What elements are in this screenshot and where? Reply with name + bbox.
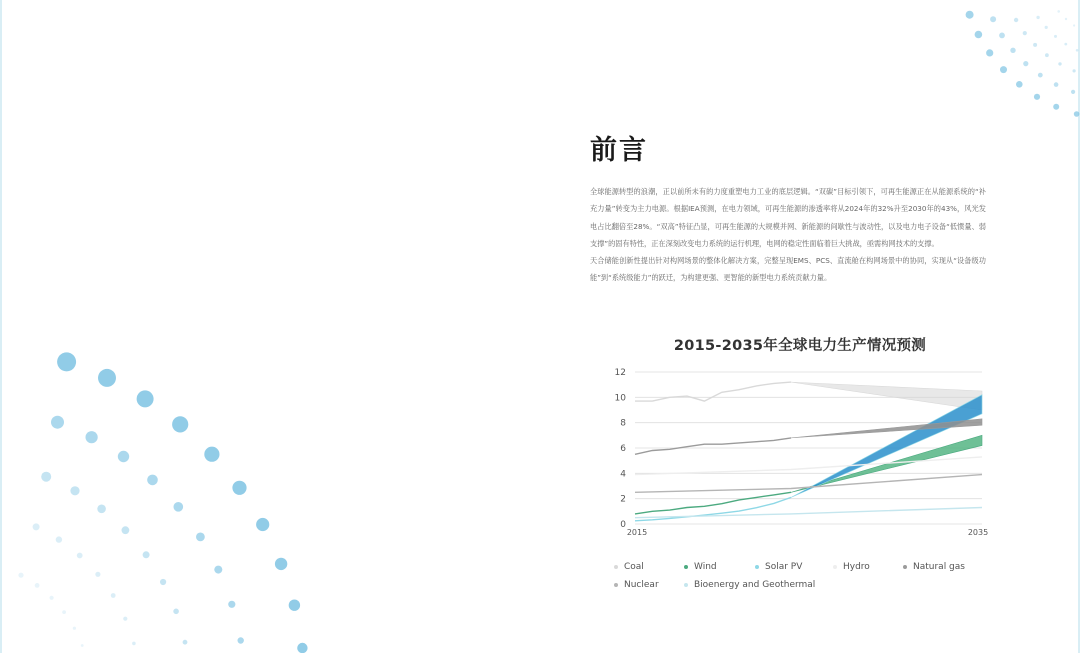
legend-item-wind	[684, 562, 717, 572]
y-tick-label: 0	[620, 520, 626, 530]
series-line-hydro	[635, 457, 982, 475]
legend-label: Nuclear	[624, 580, 659, 590]
legend-marker	[755, 565, 759, 569]
legend-marker	[903, 565, 907, 569]
legend-item-hydro	[833, 562, 870, 572]
projection-band-natural-gas	[791, 419, 982, 438]
legend-label: Solar PV	[765, 562, 803, 572]
legend-marker	[684, 583, 688, 587]
legend-item-coal	[614, 562, 644, 572]
legend-item-nuclear	[614, 580, 659, 590]
legend-label: Bioenergy and Geothermal	[694, 580, 816, 590]
y-tick-label: 4	[620, 469, 626, 480]
legend-marker	[614, 583, 618, 587]
series-line-bioenergy-and-geothermal	[635, 508, 982, 518]
legend-label: Hydro	[843, 562, 870, 572]
series-line-coal	[635, 382, 791, 401]
legend-label: Coal	[624, 562, 644, 572]
legend-marker	[684, 565, 688, 569]
preface-paragraph-2: 天合储能创新性提出针对构网场景的整体化解决方案，完整呈现EMS、PCS、直流舱在构网场景中的协同，实现从“设备级功能”到“系统级能力”的跃迁，为构建更强、更智能的新型电力系统贡献力量。	[590, 256, 986, 283]
y-tick-label: 2	[620, 494, 626, 505]
projection-band-coal	[791, 382, 982, 410]
y-tick-label: 6	[620, 444, 626, 454]
x-tick-label: 2035	[967, 528, 989, 537]
legend-marker	[614, 565, 618, 569]
page-title: 前言	[590, 135, 648, 166]
preface-paragraph-1: 全球能源转型的浪潮，正以前所未有的力度重塑电力工业的底层逻辑。“双碳”目标引领下，可再生能源正在从能源系统的“补充力量”转变为主力电源。根据IEA预测，在电力领域，可再生能源的渗透率将从2024年的32%升至2030年的43%，风光发电占比翻倍至28%。“双高”特征凸显，可再生能源的大规模并网、新能源的间歇性与波动性，以及电力电子设备“低惯量、弱支撑”的固有特性，正在深刻改变电力系统的运行机理，电网的稳定性面临着巨大挑战，亟需构网技术的支撑。	[590, 187, 986, 248]
legend-marker	[833, 565, 837, 569]
x-tick-label: 2015	[626, 528, 648, 537]
chart-title: 2015-2035年全球电力生产情况预测	[673, 338, 927, 354]
series-line-wind	[635, 492, 791, 514]
y-tick-label: 10	[614, 393, 626, 404]
y-tick-label: 8	[620, 418, 626, 429]
legend-label: Natural gas	[913, 562, 965, 572]
series-line-natural-gas	[635, 438, 791, 454]
legend-label: Wind	[694, 562, 717, 572]
legend-item-natural-gas	[903, 562, 965, 572]
legend-item-bioenergy-and-geothermal	[684, 580, 815, 590]
y-tick-label: 12	[614, 368, 626, 378]
legend-item-solar-pv	[755, 562, 802, 572]
